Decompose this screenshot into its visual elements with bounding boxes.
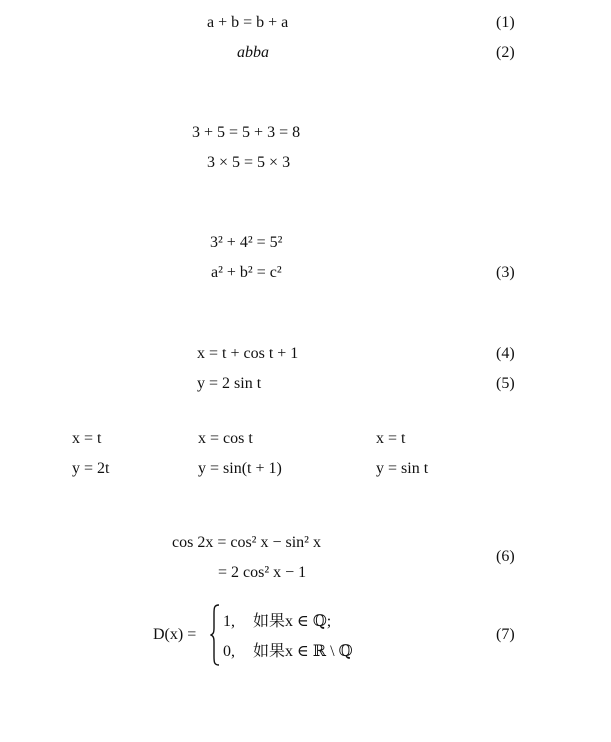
param-col1-row2: y = 2t bbox=[72, 460, 110, 477]
param-col1-row1: x = t bbox=[72, 430, 102, 447]
equation-4: x = t + cos t + 1 bbox=[197, 345, 299, 362]
param-col3-row2: y = sin t bbox=[376, 460, 429, 477]
group-b-line-2: a² + b² = c² bbox=[211, 264, 282, 281]
group-a-line-1: 3 + 5 = 5 + 3 = 8 bbox=[192, 124, 301, 141]
equation-3-number: (3) bbox=[496, 264, 515, 281]
equation-5-number: (5) bbox=[496, 375, 515, 392]
case-1-value: 1, bbox=[223, 613, 235, 630]
equation-7-lhs: D(x) = bbox=[153, 626, 197, 643]
left-brace bbox=[210, 604, 220, 666]
equation-1: a + b = b + a bbox=[207, 14, 289, 31]
equation-7-number: (7) bbox=[496, 626, 515, 643]
param-col2-row1: x = cos t bbox=[198, 430, 253, 447]
case-1-condition: 如果x ∈ ℚ; bbox=[253, 613, 332, 630]
param-col3-row1: x = t bbox=[376, 430, 406, 447]
param-col2-row2: y = sin(t + 1) bbox=[198, 460, 282, 477]
equation-2: abba bbox=[237, 44, 269, 61]
equation-5: y = 2 sin t bbox=[197, 375, 262, 392]
case-2-condition: 如果x ∈ ℝ \ ℚ bbox=[253, 643, 353, 660]
equation-2-number: (2) bbox=[496, 44, 515, 61]
equation-6-line-2: = 2 cos² x − 1 bbox=[218, 564, 307, 581]
equation-6-line-1: cos 2x = cos² x − sin² x bbox=[172, 534, 321, 551]
group-a-line-2: 3 × 5 = 5 × 3 bbox=[207, 154, 291, 171]
equation-4-number: (4) bbox=[496, 345, 515, 362]
equation-1-number: (1) bbox=[496, 14, 515, 31]
group-b-line-1: 3² + 4² = 5² bbox=[210, 234, 283, 251]
case-2-value: 0, bbox=[223, 643, 235, 660]
equation-6-number: (6) bbox=[496, 548, 515, 565]
